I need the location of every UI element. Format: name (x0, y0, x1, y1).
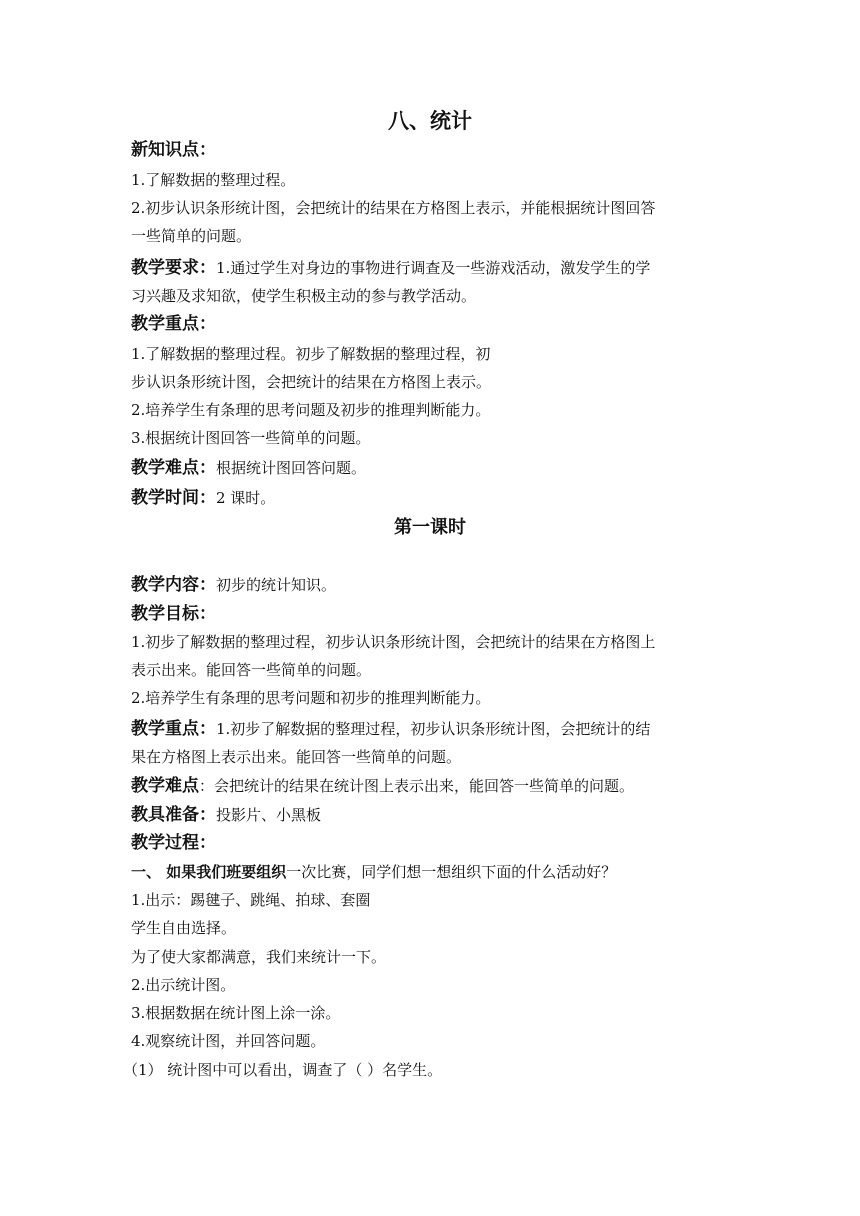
key-points-2-cont: 果在方格图上表示出来。能回答一些简单的问题。 (131, 748, 462, 766)
process-line-4: 为了使大家都满意，我们来统计一下。 (131, 948, 387, 966)
process-line-7: 4.观察统计图，并回答问题。 (131, 1032, 326, 1050)
goal-1: 1.初步了解数据的整理过程，初步认识条形统计图，会把统计的结果在方格图上 (131, 633, 656, 651)
chapter-title: 八、统计 (388, 109, 472, 133)
time-text: 2 课时。 (216, 489, 276, 507)
difficulty-heading: 教学难点： (131, 458, 216, 478)
goals-heading: 教学目标： (131, 604, 216, 624)
requirements-text-cont: 习兴趣及求知欲，使学生积极主动的参与教学活动。 (131, 287, 477, 305)
process-step-1 (131, 858, 741, 886)
process-line-5: 2.出示统计图。 (131, 976, 236, 994)
process-step-1-text: 一次比赛，同学们想一想组织下面的什么活动好？ (286, 863, 617, 881)
difficulty-text: 根据统计图回答问题。 (216, 459, 367, 477)
requirements-paragraph (131, 254, 741, 282)
difficulty-2-heading: 教学难点 (131, 776, 199, 796)
difficulty-2-text: ：会把统计的结果在统计图上表示出来，能回答一些简单的问题。 (199, 777, 635, 795)
goal-1-cont: 表示出来。能回答一些简单的问题。 (131, 661, 372, 679)
key-point-1-cont: 步认识条形统计图，会把统计的结果在方格图上表示。 (131, 373, 492, 391)
process-line-6: 3.根据数据在统计图上涂一涂。 (131, 1004, 341, 1022)
new-knowledge-item-1: 1.了解数据的整理过程。 (131, 171, 296, 189)
key-point-2: 2.培养学生有条理的思考问题及初步的推理判断能力。 (131, 401, 491, 419)
key-points-heading: 教学重点： (131, 314, 216, 334)
lesson-title: 第一课时 (394, 517, 466, 538)
content-heading: 教学内容： (131, 575, 216, 595)
process-heading: 教学过程： (131, 833, 216, 853)
process-step-1-bold: 一、 如果我们班要组织 (131, 863, 287, 881)
content-text: 初步的统计知识。 (216, 576, 337, 594)
tools-text: 投影片、小黑板 (216, 806, 322, 824)
goal-2: 2.培养学生有条理的思考问题和初步的推理判断能力。 (131, 689, 491, 707)
requirements-text: 1.通过学生对身边的事物进行调查及一些游戏活动，激发学生的学 (216, 259, 651, 277)
key-points-2-paragraph (131, 715, 741, 743)
key-points-2-heading: 教学重点： (131, 719, 216, 739)
time-paragraph (131, 484, 741, 512)
process-line-2: 1.出示：踢毽子、跳绳、拍球、套圈 (131, 891, 371, 909)
difficulty-paragraph (131, 454, 741, 482)
key-points-2-text: 1.初步了解数据的整理过程，初步认识条形统计图，会把统计的结 (216, 720, 651, 738)
process-question-1: （1） 统计图中可以看出，调查了（ ）名学生。 (123, 1061, 443, 1079)
requirements-heading: 教学要求： (131, 258, 216, 278)
new-knowledge-item-2: 2.初步认识条形统计图，会把统计的结果在方格图上表示，并能根据统计图回答 (131, 199, 656, 217)
tools-heading: 教具准备： (131, 805, 216, 825)
time-heading: 教学时间： (131, 488, 216, 508)
process-line-3: 学生自由选择。 (131, 919, 237, 937)
key-point-3: 3.根据统计图回答一些简单的问题。 (131, 429, 371, 447)
tools-paragraph (131, 801, 741, 829)
new-knowledge-heading: 新知识点： (131, 140, 216, 160)
new-knowledge-item-2-cont: 一些简单的问题。 (131, 227, 252, 245)
key-point-1: 1.了解数据的整理过程。初步了解数据的整理过程，初 (131, 345, 491, 363)
difficulty-2-paragraph (131, 772, 741, 800)
content-paragraph (131, 571, 741, 599)
